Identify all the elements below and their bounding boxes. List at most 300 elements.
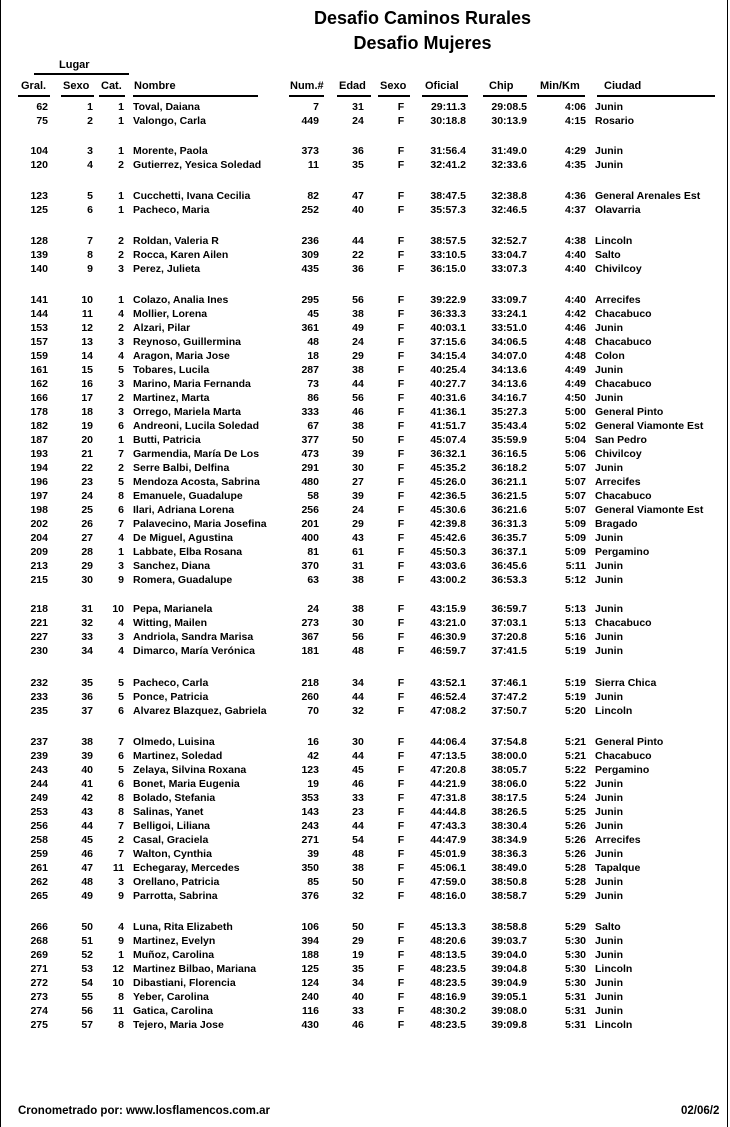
cell-nombre: Valongo, Carla [133, 115, 206, 127]
cell-cat: 2 [118, 462, 124, 474]
cell-gral: 75 [36, 115, 48, 127]
cell-chip: 38:17.5 [491, 792, 527, 804]
cell-edad: 30 [352, 462, 364, 474]
cell-chip: 37:03.1 [491, 617, 527, 629]
cell-gral: 239 [30, 750, 48, 762]
cell-num: 350 [301, 862, 319, 874]
cell-edad: 19 [352, 949, 364, 961]
table-row [0, 322, 730, 336]
header-cat: Cat. [101, 80, 122, 92]
cell-num: 449 [301, 115, 319, 127]
cell-num: 361 [301, 322, 319, 334]
cell-ciudad: Salto [595, 249, 621, 261]
cell-edad: 40 [352, 991, 364, 1003]
cell-sexo: F [397, 336, 405, 348]
cell-gral: 258 [30, 834, 48, 846]
cell-cat: 5 [118, 476, 124, 488]
header-gral: Gral. [21, 80, 47, 92]
cell-edad: 35 [352, 159, 364, 171]
cell-cat: 7 [118, 848, 124, 860]
cell-minkm: 4:40 [564, 263, 586, 275]
cell-num: 473 [301, 448, 319, 460]
cell-num: 236 [301, 235, 319, 247]
cell-minkm: 5:29 [564, 890, 586, 902]
table-row [0, 490, 730, 504]
table-row [0, 462, 730, 476]
cell-oficial: 45:06.1 [430, 862, 466, 874]
cell-chip: 36:45.6 [491, 560, 527, 572]
cell-gral: 120 [30, 159, 48, 171]
cell-edad: 35 [352, 963, 364, 975]
cell-num: 240 [301, 991, 319, 1003]
cell-edad: 48 [352, 645, 364, 657]
cell-gral: 62 [36, 101, 48, 113]
cell-sexo: F [397, 101, 405, 113]
cell-edad: 38 [352, 603, 364, 615]
cell-ciudad: Junin [595, 890, 623, 902]
cell-gral: 266 [30, 921, 48, 933]
cell-num: 85 [307, 876, 319, 888]
cell-edad: 23 [352, 806, 364, 818]
cell-sexo-place: 38 [81, 736, 93, 748]
cell-ciudad: Chivilcoy [595, 448, 642, 460]
cell-sexo: F [397, 1005, 405, 1017]
table-row [0, 631, 730, 645]
cell-nombre: Belligoi, Liliana [133, 820, 211, 832]
cell-edad: 38 [352, 364, 364, 376]
cell-chip: 33:51.0 [491, 322, 527, 334]
table-row [0, 862, 730, 876]
cell-nombre: Romera, Guadalupe [133, 574, 233, 586]
cell-chip: 36:37.1 [491, 546, 527, 558]
cell-cat: 3 [118, 560, 124, 572]
cell-nombre: Pacheco, Maria [133, 204, 210, 216]
cell-edad: 46 [352, 778, 364, 790]
cell-sexo-place: 1 [87, 101, 93, 113]
cell-oficial: 48:23.5 [430, 977, 466, 989]
cell-minkm: 5:12 [564, 574, 586, 586]
table-row [0, 848, 730, 862]
cell-num: 376 [301, 890, 319, 902]
cell-oficial: 43:00.2 [430, 574, 466, 586]
cell-sexo: F [397, 677, 405, 689]
cell-gral: 221 [30, 617, 48, 629]
cell-minkm: 5:07 [564, 490, 586, 502]
cell-sexo: F [397, 890, 405, 902]
cell-chip: 39:04.0 [491, 949, 527, 961]
cell-cat: 7 [118, 448, 124, 460]
cell-ciudad: Junin [595, 977, 623, 989]
cell-nombre: Pepa, Marianela [133, 603, 213, 615]
cell-chip: 38:34.9 [491, 834, 527, 846]
cell-ciudad: Sierra Chica [595, 677, 657, 689]
cell-sexo-place: 23 [81, 476, 93, 488]
table-row [0, 1019, 730, 1033]
cell-gral: 262 [30, 876, 48, 888]
cell-nombre: Pacheco, Carla [133, 677, 209, 689]
cell-ciudad: Junin [595, 991, 623, 1003]
cell-minkm: 5:19 [564, 677, 586, 689]
cell-sexo: F [397, 364, 405, 376]
cell-edad: 48 [352, 848, 364, 860]
cell-nombre: Reynoso, Guillermina [133, 336, 241, 348]
cell-nombre: Emanuele, Guadalupe [133, 490, 243, 502]
cell-ciudad: General Viamonte Est [595, 504, 704, 516]
header-ciudad: Ciudad [604, 80, 642, 92]
cell-cat: 1 [118, 115, 124, 127]
cell-num: 81 [307, 546, 319, 558]
cell-ciudad: Junin [595, 778, 623, 790]
cell-cat: 2 [118, 235, 124, 247]
cell-minkm: 5:07 [564, 476, 586, 488]
table-row [0, 876, 730, 890]
cell-num: 260 [301, 691, 319, 703]
cell-minkm: 4:38 [564, 235, 586, 247]
cell-ciudad: Junin [595, 935, 623, 947]
cell-sexo-place: 4 [87, 159, 93, 171]
cell-nombre: Walton, Cynthia [133, 848, 212, 860]
cell-oficial: 44:21.9 [430, 778, 466, 790]
cell-nombre: Gutierrez, Yesica Soledad [133, 159, 262, 171]
table-row [0, 145, 730, 159]
cell-chip: 38:36.3 [491, 848, 527, 860]
cell-edad: 45 [352, 764, 364, 776]
cell-gral: 227 [30, 631, 48, 643]
cell-cat: 1 [118, 294, 124, 306]
cell-ciudad: Lincoln [595, 1019, 633, 1031]
cell-sexo: F [397, 963, 405, 975]
table-row [0, 350, 730, 364]
cell-cat: 8 [118, 806, 124, 818]
cell-edad: 27 [352, 476, 364, 488]
cell-oficial: 48:30.2 [430, 1005, 466, 1017]
cell-nombre: Yeber, Carolina [133, 991, 209, 1003]
cell-sexo: F [397, 631, 405, 643]
cell-num: 125 [301, 963, 319, 975]
cell-chip: 33:09.7 [491, 294, 527, 306]
cell-nombre: Muñoz, Carolina [133, 949, 215, 961]
cell-nombre: Rocca, Karen Ailen [133, 249, 229, 261]
cell-sexo: F [397, 546, 405, 558]
table-row [0, 677, 730, 691]
cell-sexo: F [397, 378, 405, 390]
cell-ciudad: General Arenales Est [595, 190, 701, 202]
cell-sexo-place: 26 [81, 518, 93, 530]
cell-sexo: F [397, 322, 405, 334]
cell-edad: 46 [352, 406, 364, 418]
cell-nombre: Cucchetti, Ivana Cecilia [133, 190, 251, 202]
cell-sexo-place: 19 [81, 420, 93, 432]
cell-sexo-place: 25 [81, 504, 93, 516]
cell-chip: 36:21.1 [491, 476, 527, 488]
cell-cat: 4 [118, 350, 124, 362]
cell-minkm: 5:26 [564, 834, 586, 846]
cell-sexo-place: 29 [81, 560, 93, 572]
cell-minkm: 5:30 [564, 949, 586, 961]
cell-edad: 29 [352, 350, 364, 362]
cell-num: 106 [301, 921, 319, 933]
cell-ciudad: Junin [595, 364, 623, 376]
cell-oficial: 43:21.0 [430, 617, 466, 629]
header-edad: Edad [339, 80, 366, 92]
cell-sexo: F [397, 806, 405, 818]
cell-chip: 38:58.7 [491, 890, 527, 902]
cell-num: 143 [301, 806, 319, 818]
cell-oficial: 37:15.6 [430, 336, 466, 348]
cell-oficial: 35:57.3 [430, 204, 466, 216]
cell-gral: 125 [30, 204, 48, 216]
cell-nombre: Mendoza Acosta, Sabrina [133, 476, 260, 488]
cell-chip: 36:35.7 [491, 532, 527, 544]
cell-cat: 1 [118, 204, 124, 216]
cell-sexo: F [397, 645, 405, 657]
cell-gral: 178 [30, 406, 48, 418]
header-minkm: Min/Km [540, 80, 580, 92]
table-row [0, 949, 730, 963]
cell-oficial: 48:23.5 [430, 1019, 466, 1031]
cell-sexo: F [397, 249, 405, 261]
cell-nombre: Echegaray, Mercedes [133, 862, 240, 874]
cell-chip: 29:08.5 [491, 101, 527, 113]
cell-chip: 30:13.9 [491, 115, 527, 127]
cell-chip: 37:50.7 [491, 705, 527, 717]
cell-gral: 204 [30, 532, 48, 544]
cell-nombre: Toval, Daiana [133, 101, 200, 113]
cell-edad: 32 [352, 705, 364, 717]
cell-edad: 50 [352, 876, 364, 888]
cell-sexo-place: 27 [81, 532, 93, 544]
cell-nombre: Bonet, Maria Eugenia [133, 778, 240, 790]
cell-ciudad: General Viamonte Est [595, 420, 704, 432]
cell-chip: 33:24.1 [491, 308, 527, 320]
cell-sexo-place: 50 [81, 921, 93, 933]
page-subtitle: Desafio Mujeres [353, 33, 492, 53]
cell-minkm: 5:09 [564, 532, 586, 544]
cell-nombre: Orrego, Mariela Marta [133, 406, 241, 418]
cell-cat: 6 [118, 705, 124, 717]
cell-gral: 235 [30, 705, 48, 717]
cell-minkm: 5:30 [564, 935, 586, 947]
cell-sexo-place: 34 [81, 645, 93, 657]
cell-oficial: 47:08.2 [430, 705, 466, 717]
cell-edad: 29 [352, 935, 364, 947]
cell-num: 48 [307, 336, 319, 348]
cell-chip: 38:00.0 [491, 750, 527, 762]
cell-sexo: F [397, 876, 405, 888]
cell-nombre: Mollier, Lorena [133, 308, 208, 320]
cell-chip: 39:03.7 [491, 935, 527, 947]
cell-nombre: Dimarco, María Verónica [133, 645, 255, 657]
cell-nombre: Alvarez Blazquez, Gabriela [133, 705, 267, 717]
cell-sexo: F [397, 434, 405, 446]
cell-num: 24 [307, 603, 319, 615]
cell-num: 39 [307, 848, 319, 860]
cell-num: 252 [301, 204, 319, 216]
cell-gral: 140 [30, 263, 48, 275]
cell-gral: 123 [30, 190, 48, 202]
cell-num: 86 [307, 392, 319, 404]
cell-sexo-place: 20 [81, 434, 93, 446]
table-row [0, 263, 730, 277]
footer-credit: Cronometrado por: www.losflamencos.com.ar [18, 1105, 270, 1117]
cell-num: 400 [301, 532, 319, 544]
cell-sexo: F [397, 350, 405, 362]
footer-date: 02/06/2 [681, 1105, 720, 1117]
cell-cat: 7 [118, 736, 124, 748]
cell-minkm: 5:19 [564, 691, 586, 703]
cell-sexo: F [397, 145, 405, 157]
cell-cat: 3 [118, 263, 124, 275]
table-row [0, 806, 730, 820]
cell-ciudad: Pergamino [595, 764, 650, 776]
cell-cat: 9 [118, 574, 124, 586]
cell-ciudad: Colon [595, 350, 625, 362]
cell-gral: 141 [30, 294, 48, 306]
cell-edad: 38 [352, 574, 364, 586]
cell-sexo-place: 53 [81, 963, 93, 975]
cell-num: 73 [307, 378, 319, 390]
cell-nombre: Dibastiani, Florencia [133, 977, 236, 989]
cell-minkm: 5:02 [564, 420, 586, 432]
cell-gral: 259 [30, 848, 48, 860]
cell-ciudad: Junin [595, 820, 623, 832]
cell-ciudad: Junin [595, 949, 623, 961]
cell-num: 123 [301, 764, 319, 776]
table-row [0, 392, 730, 406]
table-row [0, 574, 730, 588]
cell-nombre: Garmendia, María De Los [133, 448, 260, 460]
cell-cat: 9 [118, 890, 124, 902]
cell-ciudad: Junin [595, 691, 623, 703]
cell-nombre: De Miguel, Agustina [133, 532, 233, 544]
cell-sexo-place: 51 [81, 935, 93, 947]
cell-minkm: 5:19 [564, 645, 586, 657]
table-row [0, 645, 730, 659]
cell-gral: 218 [30, 603, 48, 615]
table-row [0, 991, 730, 1005]
cell-edad: 38 [352, 862, 364, 874]
cell-nombre: Martinez, Evelyn [133, 935, 216, 947]
cell-nombre: Olmedo, Luisina [133, 736, 215, 748]
cell-chip: 34:07.0 [491, 350, 527, 362]
cell-chip: 32:38.8 [491, 190, 527, 202]
cell-sexo: F [397, 406, 405, 418]
cell-nombre: Zelaya, Silvina Roxana [133, 764, 247, 776]
cell-sexo-place: 57 [81, 1019, 93, 1031]
cell-num: 295 [301, 294, 319, 306]
cell-gral: 209 [30, 546, 48, 558]
cell-sexo: F [397, 778, 405, 790]
cell-ciudad: Junin [595, 560, 623, 572]
cell-oficial: 34:15.4 [430, 350, 466, 362]
cell-ciudad: Lincoln [595, 705, 633, 717]
cell-sexo-place: 36 [81, 691, 93, 703]
cell-minkm: 4:40 [564, 249, 586, 261]
cell-edad: 56 [352, 294, 364, 306]
table-row [0, 378, 730, 392]
cell-gral: 196 [30, 476, 48, 488]
cell-minkm: 5:28 [564, 862, 586, 874]
cell-sexo: F [397, 991, 405, 1003]
cell-gral: 237 [30, 736, 48, 748]
cell-sexo-place: 22 [81, 462, 93, 474]
cell-gral: 265 [30, 890, 48, 902]
cell-gral: 202 [30, 518, 48, 530]
cell-chip: 36:18.2 [491, 462, 527, 474]
cell-edad: 49 [352, 322, 364, 334]
cell-minkm: 5:24 [564, 792, 586, 804]
cell-sexo-place: 9 [87, 263, 93, 275]
cell-gral: 161 [30, 364, 48, 376]
cell-cat: 5 [118, 364, 124, 376]
cell-oficial: 45:35.2 [430, 462, 466, 474]
cell-minkm: 5:31 [564, 1019, 586, 1031]
cell-nombre: Alzari, Pilar [133, 322, 191, 334]
cell-sexo-place: 42 [81, 792, 93, 804]
header-num: Num.# [290, 80, 324, 92]
cell-edad: 50 [352, 921, 364, 933]
cell-sexo-place: 56 [81, 1005, 93, 1017]
cell-sexo: F [397, 190, 405, 202]
cell-sexo: F [397, 949, 405, 961]
table-row [0, 935, 730, 949]
cell-sexo-place: 47 [81, 862, 93, 874]
cell-gral: 233 [30, 691, 48, 703]
cell-ciudad: Salto [595, 921, 621, 933]
cell-gral: 232 [30, 677, 48, 689]
cell-nombre: Perez, Julieta [133, 263, 201, 275]
cell-chip: 38:26.5 [491, 806, 527, 818]
cell-nombre: Ilari, Adriana Lorena [133, 504, 235, 516]
cell-gral: 243 [30, 764, 48, 776]
cell-chip: 38:05.7 [491, 764, 527, 776]
cell-ciudad: Lincoln [595, 963, 633, 975]
cell-sexo-place: 40 [81, 764, 93, 776]
cell-nombre: Tejero, Maria Jose [133, 1019, 224, 1031]
cell-cat: 8 [118, 792, 124, 804]
cell-oficial: 36:32.1 [430, 448, 466, 460]
cell-gral: 244 [30, 778, 48, 790]
cell-chip: 39:05.1 [491, 991, 527, 1003]
cell-minkm: 5:28 [564, 876, 586, 888]
cell-gral: 193 [30, 448, 48, 460]
cell-sexo-place: 46 [81, 848, 93, 860]
cell-sexo-place: 43 [81, 806, 93, 818]
cell-ciudad: Rosario [595, 115, 635, 127]
cell-minkm: 5:13 [564, 603, 586, 615]
cell-nombre: Witting, Mailen [133, 617, 207, 629]
cell-num: 353 [301, 792, 319, 804]
cell-cat: 10 [112, 603, 124, 615]
cell-ciudad: Chacabuco [595, 490, 652, 502]
cell-sexo: F [397, 921, 405, 933]
cell-chip: 36:59.7 [491, 603, 527, 615]
cell-cat: 3 [118, 378, 124, 390]
cell-oficial: 48:16.9 [430, 991, 466, 1003]
cell-num: 287 [301, 364, 319, 376]
table-row [0, 115, 730, 129]
cell-sexo: F [397, 603, 405, 615]
cell-oficial: 36:15.0 [430, 263, 466, 275]
header-lugar: Lugar [59, 59, 90, 71]
cell-ciudad: Junin [595, 645, 623, 657]
cell-num: 243 [301, 820, 319, 832]
table-row [0, 736, 730, 750]
cell-chip: 36:53.3 [491, 574, 527, 586]
cell-cat: 1 [118, 145, 124, 157]
cell-ciudad: Junin [595, 145, 623, 157]
cell-chip: 34:06.5 [491, 336, 527, 348]
